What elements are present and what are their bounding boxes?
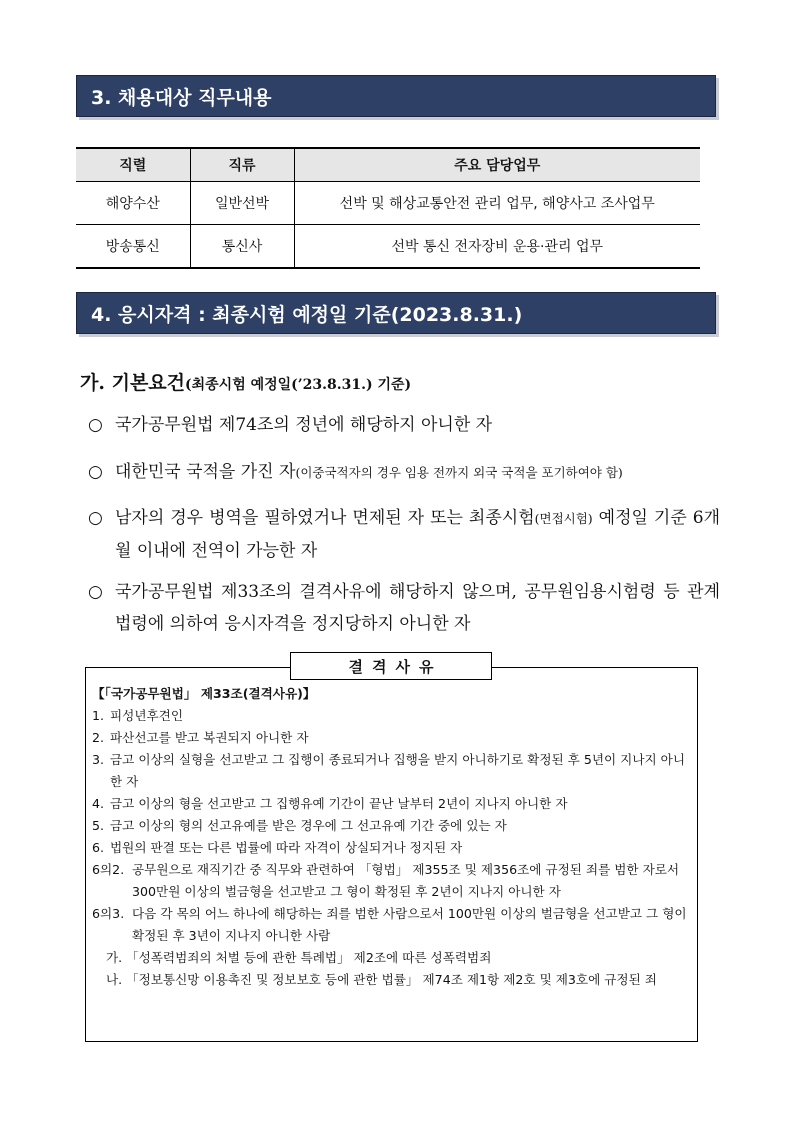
- list-item: 3. 금고 이상의 실형을 선고받고 그 집행이 종료되거나 집행을 받지 아니하기로 확정된 후 5년이 지나지 아니한 자: [92, 752, 686, 789]
- table-header-cell: 직렬: [76, 148, 190, 182]
- table-cell: 선박 통신 전자장비 운용·관리 업무: [294, 225, 700, 269]
- list-item: 1. 피성년후견인: [92, 708, 183, 723]
- section-3-banner: [76, 75, 716, 117]
- disqualification-title: 결격사유: [290, 652, 492, 680]
- list-item: 2. 파산선고를 받고 복권되지 아니한 자: [92, 730, 309, 745]
- list-item: 4. 금고 이상의 형을 선고받고 그 집행유예 기간이 끝난 날부터 2년이 지나지 아니한 자: [92, 796, 568, 811]
- disqualification-list: [92, 683, 692, 991]
- section-4-banner: [76, 292, 716, 334]
- table-cell: 선박 및 해상교통안전 관리 업무, 해양사고 조사업무: [294, 182, 700, 225]
- list-item: 6의2. 공무원으로 재직기간 중 직무와 관련하여 「형법」 제355조 및 제356조에 규정된 죄를 범한 자로서 300만원 이상의 벌금형을 선고받고 그 형이 확정된 후 2년이 지나지 아니한 자: [92, 862, 680, 899]
- requirement-item: ○ 대한민국 국적을 가진 자(이중국적자의 경우 임용 전까지 외국 국적을 포기하여야 함): [88, 456, 720, 489]
- table-cell: 해양수산: [76, 182, 190, 225]
- circle-bullet-icon: ○: [88, 462, 103, 482]
- list-item: 나. 「정보통신망 이용촉진 및 정보보호 등에 관한 법률」 제74조 제1항 제2호 및 제3호에 규정된 죄: [106, 972, 657, 987]
- section-3-title: 3. 채용대상 직무내용: [91, 86, 272, 109]
- table-cell: 방송통신: [76, 225, 190, 269]
- table-cell: 통신사: [190, 225, 294, 269]
- table-row: [76, 182, 700, 225]
- law-heading: 【「국가공무원법」 제33조(결격사유)】: [92, 686, 316, 701]
- section-4-title: 4. 응시자격 : 최종시험 예정일 기준(2023.8.31.): [91, 303, 523, 326]
- circle-bullet-icon: ○: [88, 508, 103, 528]
- circle-bullet-icon: ○: [88, 415, 103, 435]
- list-item: 가. 「성폭력범죄의 처벌 등에 관한 특례법」 제2조에 따른 성폭력범죄: [106, 950, 492, 965]
- duty-table: [76, 147, 700, 269]
- requirement-item: ○ 국가공무원법 제33조의 결격사유에 해당하지 않으며, 공무원임용시험령 등 관계법령에 의하여 응시자격을 정지당하지 아니한 자: [88, 576, 720, 640]
- basic-requirements-heading: 가. 기본요건(최종시험 예정일(’23.8.31.) 기준): [80, 372, 412, 394]
- table-cell: 일반선박: [190, 182, 294, 225]
- table-header-row: [76, 148, 700, 182]
- table-header-cell: 주요 담당업무: [294, 148, 700, 182]
- list-item: 6. 법원의 판결 또는 다른 법률에 따라 자격이 상실되거나 정지된 자: [92, 840, 463, 855]
- list-item: 5. 금고 이상의 형의 선고유예를 받은 경우에 그 선고유예 기간 중에 있는 자: [92, 818, 507, 833]
- table-header-cell: 직류: [190, 148, 294, 182]
- list-item: 6의3. 다음 각 목의 어느 하나에 해당하는 죄를 범한 사람으로서 100만원 이상의 벌금형을 선고받고 그 형이 확정된 후 3년이 지나지 아니한 사람: [92, 906, 687, 943]
- requirement-item: ○ 남자의 경우 병역을 필하였거나 면제된 자 또는 최종시험(면접시험) 예정일 기준 6개월 이내에 전역이 가능한 자: [88, 502, 720, 567]
- table-row: [76, 225, 700, 269]
- requirement-item: ○ 국가공무원법 제74조의 정년에 해당하지 아니한 자: [88, 409, 720, 441]
- circle-bullet-icon: ○: [88, 582, 103, 602]
